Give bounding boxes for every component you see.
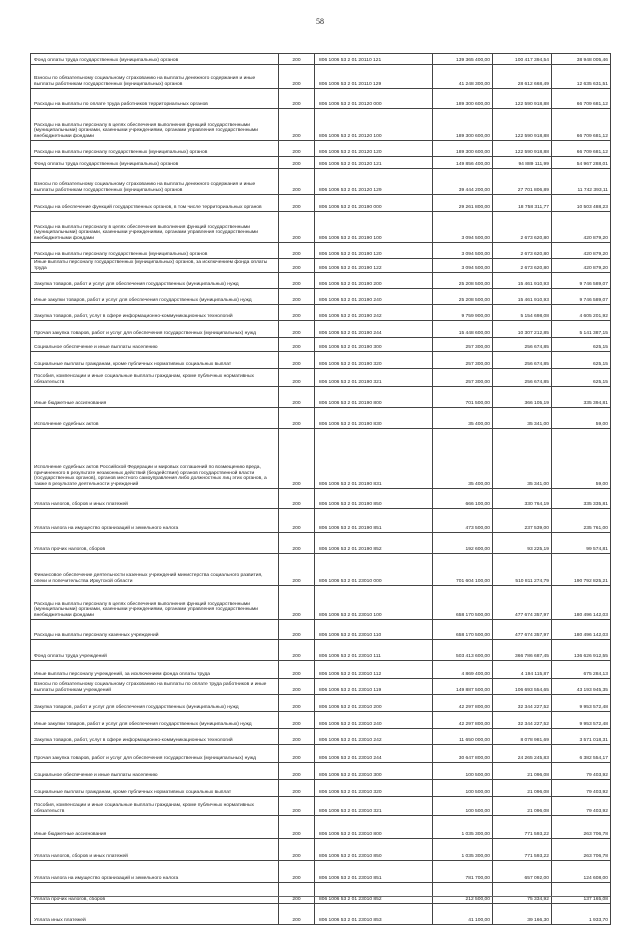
row-code-cell: 200 [279, 839, 315, 861]
row-remainder-cell: 6 382 554,17 [552, 745, 611, 763]
row-remainder-cell: 335 335,81 [552, 489, 611, 509]
row-name-cell: Расходы на выплаты персоналу в целях обеспечения выполнения функций государственными (муниципальными) органами, казенными учреждениями, органами управления государственными внебюджетными фондами [31, 212, 279, 243]
row-name-cell: Взносы по обязательному социальному страхованию на выплаты денежного содержания и иные выплаты работникам государственных (муниципальных) органов [31, 169, 279, 195]
row-code-cell: 200 [279, 745, 315, 763]
row-code-cell: 200 [279, 338, 315, 352]
row-executed-cell: 2 673 620,80 [493, 212, 552, 243]
row-kbk-cell: 806 1006 53 2 01 20190 850 [315, 489, 433, 509]
row-name-cell: Фонд оплаты труда учреждений [31, 640, 279, 661]
table-row [31, 620, 611, 640]
row-executed-cell: 771 593,22 [493, 839, 552, 861]
row-name-cell: Закупка товаров, работ, услуг в сфере информационно-коммуникационных технологий [31, 305, 279, 321]
row-remainder-cell: 4 605 201,92 [552, 305, 611, 321]
row-remainder-cell: 79 403,92 [552, 763, 611, 780]
row-code-cell: 200 [279, 554, 315, 586]
row-remainder-cell: 124 608,00 [552, 861, 611, 883]
table-row [31, 839, 611, 861]
row-kbk-cell: 806 1006 53 2 01 20110 129 [315, 65, 433, 89]
row-code-cell: 200 [279, 816, 315, 839]
row-executed-cell: 477 674 357,97 [493, 620, 552, 640]
row-plan-cell: 29 261 800,00 [433, 195, 493, 212]
row-name-cell: Социальное обеспечение и иные выплаты населению [31, 763, 279, 780]
table-row [31, 429, 611, 489]
row-executed-cell: 256 674,85 [493, 352, 552, 369]
row-executed-cell: 39 166,30 [493, 904, 552, 925]
row-name-cell: Закупка товаров, работ, услуг в сфере информационно-коммуникационных технологий [31, 729, 279, 745]
table-row [31, 489, 611, 509]
table-row [31, 259, 611, 273]
row-plan-cell: 503 413 600,00 [433, 640, 493, 661]
row-code-cell: 200 [279, 661, 315, 679]
row-kbk-cell: 806 1006 53 2 01 20120 120 [315, 141, 433, 157]
row-name-cell: Фонд оплаты труда государственных (муниципальных) органов [31, 157, 279, 169]
row-code-cell: 200 [279, 243, 315, 259]
row-plan-cell: 3 094 500,00 [433, 243, 493, 259]
row-name-cell: Уплата прочих налогов, сборов [31, 533, 279, 554]
row-code-cell: 200 [279, 640, 315, 661]
row-code-cell: 200 [279, 273, 315, 289]
row-name-cell: Иные закупки товаров, работ и услуг для обеспечения государственных (муниципальных) нужд [31, 712, 279, 729]
row-code-cell: 200 [279, 169, 315, 195]
row-name-cell: Иные бюджетные ассигнования [31, 387, 279, 408]
table-row [31, 763, 611, 780]
row-kbk-cell: 806 1006 53 2 01 23010 110 [315, 620, 433, 640]
row-code-cell: 200 [279, 369, 315, 387]
row-remainder-cell: 335 394,81 [552, 387, 611, 408]
row-code-cell: 200 [279, 289, 315, 305]
row-remainder-cell: 420 879,20 [552, 243, 611, 259]
row-executed-cell: 28 612 668,49 [493, 65, 552, 89]
row-name-cell: Расходы на выплаты персоналу государственных (муниципальных) органов [31, 243, 279, 259]
table-row [31, 305, 611, 321]
row-code-cell: 200 [279, 65, 315, 89]
row-kbk-cell: 806 1006 53 2 01 20190 851 [315, 509, 433, 533]
row-kbk-cell: 806 1006 53 2 01 23010 300 [315, 763, 433, 780]
row-code-cell: 200 [279, 259, 315, 273]
row-kbk-cell: 806 1006 53 2 01 20190 244 [315, 321, 433, 338]
row-remainder-cell: 38 948 005,46 [552, 54, 611, 65]
row-plan-cell: 25 208 500,00 [433, 289, 493, 305]
row-kbk-cell: 806 1006 53 2 01 23010 240 [315, 712, 433, 729]
row-name-cell: Уплата прочих налогов, сборов [31, 883, 279, 904]
row-remainder-cell: 137 165,08 [552, 883, 611, 904]
row-name-cell: Прочая закупка товаров, работ и услуг для обеспечения государственных (муниципальных) нужд [31, 321, 279, 338]
table-row [31, 243, 611, 259]
row-kbk-cell: 806 1006 53 2 01 23010 800 [315, 816, 433, 839]
table-row [31, 157, 611, 169]
row-kbk-cell: 806 1006 53 2 01 20190 800 [315, 387, 433, 408]
row-plan-cell: 1 035 300,00 [433, 816, 493, 839]
row-kbk-cell: 806 1006 53 2 01 23010 111 [315, 640, 433, 661]
table-row [31, 797, 611, 816]
row-executed-cell: 8 078 981,69 [493, 729, 552, 745]
row-code-cell: 200 [279, 729, 315, 745]
table-row [31, 554, 611, 586]
row-remainder-cell: 54 967 288,01 [552, 157, 611, 169]
row-code-cell: 200 [279, 904, 315, 925]
row-kbk-cell: 806 1006 53 2 01 20190 100 [315, 212, 433, 243]
row-name-cell: Социальное обеспечение и иные выплаты населению [31, 338, 279, 352]
row-code-cell: 200 [279, 429, 315, 489]
row-name-cell: Расходы на выплаты персоналу государственных (муниципальных) органов [31, 141, 279, 157]
table-row [31, 169, 611, 195]
row-kbk-cell: 806 1006 53 2 01 23010 320 [315, 780, 433, 797]
row-plan-cell: 701 604 100,00 [433, 554, 493, 586]
row-kbk-cell: 806 1006 53 2 01 20190 300 [315, 338, 433, 352]
row-kbk-cell: 806 1006 53 2 01 20190 852 [315, 533, 433, 554]
row-plan-cell: 257 300,00 [433, 369, 493, 387]
row-plan-cell: 189 300 600,00 [433, 89, 493, 109]
row-name-cell: Расходы на обеспечение функций государственных органов, в том числе территориальных органов [31, 195, 279, 212]
row-remainder-cell: 66 709 681,12 [552, 141, 611, 157]
row-executed-cell: 93 225,19 [493, 533, 552, 554]
row-plan-cell: 15 448 600,00 [433, 321, 493, 338]
row-executed-cell: 27 701 806,89 [493, 169, 552, 195]
row-code-cell: 200 [279, 212, 315, 243]
row-executed-cell: 35 341,00 [493, 408, 552, 429]
row-name-cell: Иные выплаты персоналу учреждений, за исключением фонда оплаты труда [31, 661, 279, 679]
row-remainder-cell: 11 742 393,11 [552, 169, 611, 195]
row-name-cell: Социальные выплаты гражданам, кроме публичных нормативных социальных выплат [31, 352, 279, 369]
row-name-cell: Уплата налогов, сборов и иных платежей [31, 839, 279, 861]
row-plan-cell: 1 035 300,00 [433, 839, 493, 861]
table-row [31, 89, 611, 109]
row-executed-cell: 256 674,85 [493, 369, 552, 387]
table-row [31, 780, 611, 797]
row-kbk-cell: 806 1006 53 2 01 20110 121 [315, 54, 433, 65]
row-code-cell: 200 [279, 679, 315, 695]
row-executed-cell: 5 154 698,08 [493, 305, 552, 321]
row-executed-cell: 366 105,19 [493, 387, 552, 408]
row-executed-cell: 510 811 274,79 [493, 554, 552, 586]
row-executed-cell: 477 674 357,97 [493, 586, 552, 620]
row-kbk-cell: 806 1006 53 2 01 20190 242 [315, 305, 433, 321]
row-name-cell: Прочая закупка товаров, работ и услуг для обеспечения государственных (муниципальных) нужд [31, 745, 279, 763]
row-name-cell: Уплата иных платежей [31, 904, 279, 925]
row-kbk-cell: 806 1006 53 2 01 23010 200 [315, 695, 433, 712]
row-executed-cell: 18 758 311,77 [493, 195, 552, 212]
row-remainder-cell: 66 709 681,12 [552, 109, 611, 141]
row-kbk-cell: 806 1006 53 2 01 23010 000 [315, 554, 433, 586]
row-plan-cell: 257 300,00 [433, 338, 493, 352]
row-name-cell: Иные выплаты персоналу государственных (муниципальных) органов, за исключением фонда оплаты труда [31, 259, 279, 273]
table-row [31, 321, 611, 338]
table-row [31, 141, 611, 157]
row-executed-cell: 366 786 687,45 [493, 640, 552, 661]
row-kbk-cell: 806 1006 53 2 01 20190 000 [315, 195, 433, 212]
row-kbk-cell: 806 1006 53 2 01 23010 853 [315, 904, 433, 925]
row-plan-cell: 100 500,00 [433, 780, 493, 797]
row-name-cell: Исполнение судебных актов Российской Федерации и мировых соглашений по возмещению вреда, причиненного в результате незаконных действий (бездействия) органов государственной власти (государственных органов), органов местного самоуправления либо должностных лиц этих органов, а также в результате деятельности учреждений [31, 429, 279, 489]
row-remainder-cell: 1 933,70 [552, 904, 611, 925]
row-executed-cell: 256 674,85 [493, 338, 552, 352]
row-remainder-cell: 180 496 142,03 [552, 620, 611, 640]
row-plan-cell: 25 208 500,00 [433, 273, 493, 289]
row-executed-cell: 100 417 394,54 [493, 54, 552, 65]
table-row [31, 212, 611, 243]
table-row [31, 745, 611, 763]
row-plan-cell: 9 759 900,00 [433, 305, 493, 321]
row-remainder-cell: 9 746 589,07 [552, 289, 611, 305]
row-executed-cell: 75 334,92 [493, 883, 552, 904]
row-executed-cell: 15 461 910,93 [493, 289, 552, 305]
table-row [31, 408, 611, 429]
row-remainder-cell: 12 635 631,51 [552, 65, 611, 89]
row-code-cell: 200 [279, 408, 315, 429]
row-name-cell: Исполнение судебных актов [31, 408, 279, 429]
row-kbk-cell: 806 1006 53 2 01 20190 830 [315, 408, 433, 429]
row-code-cell: 200 [279, 109, 315, 141]
row-name-cell: Закупка товаров, работ и услуг для обеспечения государственных (муниципальных) нужд [31, 695, 279, 712]
row-plan-cell: 189 300 600,00 [433, 141, 493, 157]
row-kbk-cell: 806 1006 53 2 01 20120 121 [315, 157, 433, 169]
row-name-cell: Социальные выплаты гражданам, кроме публичных нормативных социальных выплат [31, 780, 279, 797]
row-plan-cell: 3 094 500,00 [433, 212, 493, 243]
row-kbk-cell: 806 1006 53 2 01 20190 321 [315, 369, 433, 387]
row-remainder-cell: 59,00 [552, 408, 611, 429]
table-row [31, 289, 611, 305]
row-kbk-cell: 806 1006 53 2 01 23010 112 [315, 661, 433, 679]
row-plan-cell: 192 600,00 [433, 533, 493, 554]
row-kbk-cell: 806 1006 53 2 01 20190 122 [315, 259, 433, 273]
row-remainder-cell: 99 574,81 [552, 533, 611, 554]
row-plan-cell: 41 248 300,00 [433, 65, 493, 89]
row-remainder-cell: 420 879,20 [552, 259, 611, 273]
row-executed-cell: 2 673 620,80 [493, 243, 552, 259]
row-kbk-cell: 806 1006 53 2 01 23010 852 [315, 883, 433, 904]
row-plan-cell: 257 300,00 [433, 352, 493, 369]
table-row [31, 352, 611, 369]
table-row [31, 195, 611, 212]
row-name-cell: Расходы на выплаты по оплате труда работников территориальных органов [31, 89, 279, 109]
row-kbk-cell: 806 1006 53 2 01 23010 244 [315, 745, 433, 763]
row-remainder-cell: 3 571 018,31 [552, 729, 611, 745]
row-code-cell: 200 [279, 489, 315, 509]
row-name-cell: Уплата налога на имущество организаций и земельного налога [31, 861, 279, 883]
row-executed-cell: 35 341,00 [493, 429, 552, 489]
row-plan-cell: 473 500,00 [433, 509, 493, 533]
row-executed-cell: 32 344 227,52 [493, 712, 552, 729]
row-executed-cell: 106 693 554,65 [493, 679, 552, 695]
row-code-cell: 200 [279, 763, 315, 780]
row-name-cell: Пособия, компенсации и иные социальные выплаты гражданам, кроме публичных нормативных обязательств [31, 797, 279, 816]
row-remainder-cell: 43 193 945,35 [552, 679, 611, 695]
table-row [31, 861, 611, 883]
row-code-cell: 200 [279, 780, 315, 797]
row-plan-cell: 35 400,00 [433, 408, 493, 429]
row-plan-cell: 100 500,00 [433, 763, 493, 780]
row-name-cell: Расходы на выплаты персоналу в целях обеспечения выполнения функций государственными (муниципальными) органами, казенными учреждениями, органами управления государственными внебюджетными фондами [31, 586, 279, 620]
row-plan-cell: 149 887 500,00 [433, 679, 493, 695]
row-remainder-cell: 79 403,92 [552, 797, 611, 816]
row-remainder-cell: 190 792 825,21 [552, 554, 611, 586]
row-remainder-cell: 59,00 [552, 429, 611, 489]
row-name-cell: Расходы на выплаты персоналу казенных учреждений [31, 620, 279, 640]
row-code-cell: 200 [279, 883, 315, 904]
table-row [31, 883, 611, 904]
row-plan-cell: 30 647 800,00 [433, 745, 493, 763]
table-row [31, 695, 611, 712]
row-plan-cell: 11 650 000,00 [433, 729, 493, 745]
row-executed-cell: 21 096,08 [493, 797, 552, 816]
row-plan-cell: 41 100,00 [433, 904, 493, 925]
row-name-cell: Закупка товаров, работ и услуг для обеспечения государственных (муниципальных) нужд [31, 273, 279, 289]
row-code-cell: 200 [279, 89, 315, 109]
row-code-cell: 200 [279, 157, 315, 169]
row-plan-cell: 781 700,00 [433, 861, 493, 883]
row-plan-cell: 4 869 400,00 [433, 661, 493, 679]
row-kbk-cell: 806 1006 53 2 01 23010 100 [315, 586, 433, 620]
row-executed-cell: 10 307 212,85 [493, 321, 552, 338]
row-remainder-cell: 675 284,13 [552, 661, 611, 679]
row-remainder-cell: 625,15 [552, 338, 611, 352]
row-code-cell: 200 [279, 141, 315, 157]
table-row [31, 712, 611, 729]
row-executed-cell: 122 590 918,88 [493, 89, 552, 109]
row-executed-cell: 32 344 227,52 [493, 695, 552, 712]
row-kbk-cell: 806 1006 53 2 01 20190 240 [315, 289, 433, 305]
row-executed-cell: 4 194 115,87 [493, 661, 552, 679]
row-kbk-cell: 806 1006 53 2 01 23010 321 [315, 797, 433, 816]
row-code-cell: 200 [279, 195, 315, 212]
table-row [31, 369, 611, 387]
row-kbk-cell: 806 1006 53 2 01 20120 129 [315, 169, 433, 195]
row-executed-cell: 21 096,08 [493, 780, 552, 797]
table-row [31, 904, 611, 925]
row-name-cell: Взносы по обязательному социальному страхованию на выплаты по оплате труда работников и иные выплаты работникам учреждений [31, 679, 279, 695]
row-kbk-cell: 806 1006 53 2 01 20120 100 [315, 109, 433, 141]
row-executed-cell: 122 590 918,88 [493, 109, 552, 141]
row-remainder-cell: 5 141 387,15 [552, 321, 611, 338]
table-row [31, 729, 611, 745]
row-name-cell: Взносы по обязательному социальному страхованию на выплаты денежного содержания и иные выплаты работникам государственных (муниципальных) органов [31, 65, 279, 89]
row-remainder-cell: 263 706,78 [552, 839, 611, 861]
row-plan-cell: 666 100,00 [433, 489, 493, 509]
table-row [31, 586, 611, 620]
row-code-cell: 200 [279, 54, 315, 65]
table-row [31, 816, 611, 839]
row-code-cell: 200 [279, 509, 315, 533]
row-remainder-cell: 136 626 912,55 [552, 640, 611, 661]
table-row [31, 509, 611, 533]
row-kbk-cell: 806 1006 53 2 01 20190 320 [315, 352, 433, 369]
row-executed-cell: 2 673 620,80 [493, 259, 552, 273]
row-executed-cell: 237 539,00 [493, 509, 552, 533]
row-code-cell: 200 [279, 321, 315, 338]
row-remainder-cell: 625,15 [552, 369, 611, 387]
table-row [31, 273, 611, 289]
table-row [31, 65, 611, 89]
bottom-rule [30, 896, 610, 897]
row-name-cell: Финансовое обеспечение деятельности казенных учреждений министерства социального развития, опеки и попечительства Иркутской области [31, 554, 279, 586]
table-row [31, 661, 611, 679]
row-kbk-cell: 806 1006 53 2 01 20190 831 [315, 429, 433, 489]
row-name-cell: Пособия, компенсации и иные социальные выплаты гражданам, кроме публичных нормативных обязательств [31, 369, 279, 387]
table-row [31, 387, 611, 408]
row-plan-cell: 658 170 500,00 [433, 586, 493, 620]
row-plan-cell: 149 856 400,00 [433, 157, 493, 169]
table-row [31, 679, 611, 695]
row-kbk-cell: 806 1006 53 2 01 20120 000 [315, 89, 433, 109]
row-remainder-cell: 9 953 572,48 [552, 695, 611, 712]
table-row [31, 54, 611, 65]
table-row [31, 109, 611, 141]
row-code-cell: 200 [279, 620, 315, 640]
row-code-cell: 200 [279, 797, 315, 816]
row-kbk-cell: 806 1006 53 2 01 20190 200 [315, 273, 433, 289]
row-kbk-cell: 806 1006 53 2 01 23010 119 [315, 679, 433, 695]
row-remainder-cell: 235 761,00 [552, 509, 611, 533]
row-remainder-cell: 625,15 [552, 352, 611, 369]
row-remainder-cell: 180 496 142,03 [552, 586, 611, 620]
table-row [31, 640, 611, 661]
row-executed-cell: 24 265 245,83 [493, 745, 552, 763]
row-executed-cell: 122 590 918,88 [493, 141, 552, 157]
row-kbk-cell: 806 1006 53 2 01 23010 242 [315, 729, 433, 745]
row-remainder-cell: 9 746 589,07 [552, 273, 611, 289]
row-remainder-cell: 9 953 572,48 [552, 712, 611, 729]
row-plan-cell: 3 094 500,00 [433, 259, 493, 273]
table-row [31, 338, 611, 352]
row-plan-cell: 39 444 200,00 [433, 169, 493, 195]
row-code-cell: 200 [279, 352, 315, 369]
row-plan-cell: 42 297 800,00 [433, 695, 493, 712]
row-remainder-cell: 263 706,78 [552, 816, 611, 839]
row-remainder-cell: 66 709 681,12 [552, 89, 611, 109]
row-name-cell: Фонд оплаты труда государственных (муниципальных) органов [31, 54, 279, 65]
table-body [31, 54, 611, 925]
row-executed-cell: 94 889 111,99 [493, 157, 552, 169]
row-name-cell: Иные бюджетные ассигнования [31, 816, 279, 839]
row-plan-cell: 42 297 800,00 [433, 712, 493, 729]
row-executed-cell: 330 764,19 [493, 489, 552, 509]
row-plan-cell: 701 500,00 [433, 387, 493, 408]
row-plan-cell: 658 170 500,00 [433, 620, 493, 640]
row-plan-cell: 100 500,00 [433, 797, 493, 816]
row-code-cell: 200 [279, 305, 315, 321]
row-code-cell: 200 [279, 712, 315, 729]
row-remainder-cell: 79 403,92 [552, 780, 611, 797]
row-kbk-cell: 806 1006 53 2 01 23010 850 [315, 839, 433, 861]
row-code-cell: 200 [279, 387, 315, 408]
row-plan-cell: 189 300 600,00 [433, 109, 493, 141]
row-code-cell: 200 [279, 586, 315, 620]
row-remainder-cell: 420 879,20 [552, 212, 611, 243]
row-name-cell: Уплата налога на имущество организаций и земельного налога [31, 509, 279, 533]
row-plan-cell: 139 365 400,00 [433, 54, 493, 65]
row-code-cell: 200 [279, 695, 315, 712]
row-name-cell: Иные закупки товаров, работ и услуг для обеспечения государственных (муниципальных) нужд [31, 289, 279, 305]
page-number: 58 [316, 17, 324, 26]
row-executed-cell: 771 593,22 [493, 816, 552, 839]
row-name-cell: Расходы на выплаты персоналу в целях обеспечения выполнения функций государственными (муниципальными) органами, казенными учреждениями, органами управления государственными внебюджетными фондами [31, 109, 279, 141]
budget-execution-table [30, 53, 611, 925]
row-kbk-cell: 806 1006 53 2 01 20190 120 [315, 243, 433, 259]
row-remainder-cell: 10 503 488,23 [552, 195, 611, 212]
row-code-cell: 200 [279, 533, 315, 554]
row-name-cell: Уплата налогов, сборов и иных платежей [31, 489, 279, 509]
row-executed-cell: 657 092,00 [493, 861, 552, 883]
row-kbk-cell: 806 1006 53 2 01 23010 851 [315, 861, 433, 883]
table-row [31, 533, 611, 554]
row-code-cell: 200 [279, 861, 315, 883]
row-executed-cell: 15 461 910,93 [493, 273, 552, 289]
row-plan-cell: 212 500,00 [433, 883, 493, 904]
row-plan-cell: 35 400,00 [433, 429, 493, 489]
row-executed-cell: 21 096,08 [493, 763, 552, 780]
